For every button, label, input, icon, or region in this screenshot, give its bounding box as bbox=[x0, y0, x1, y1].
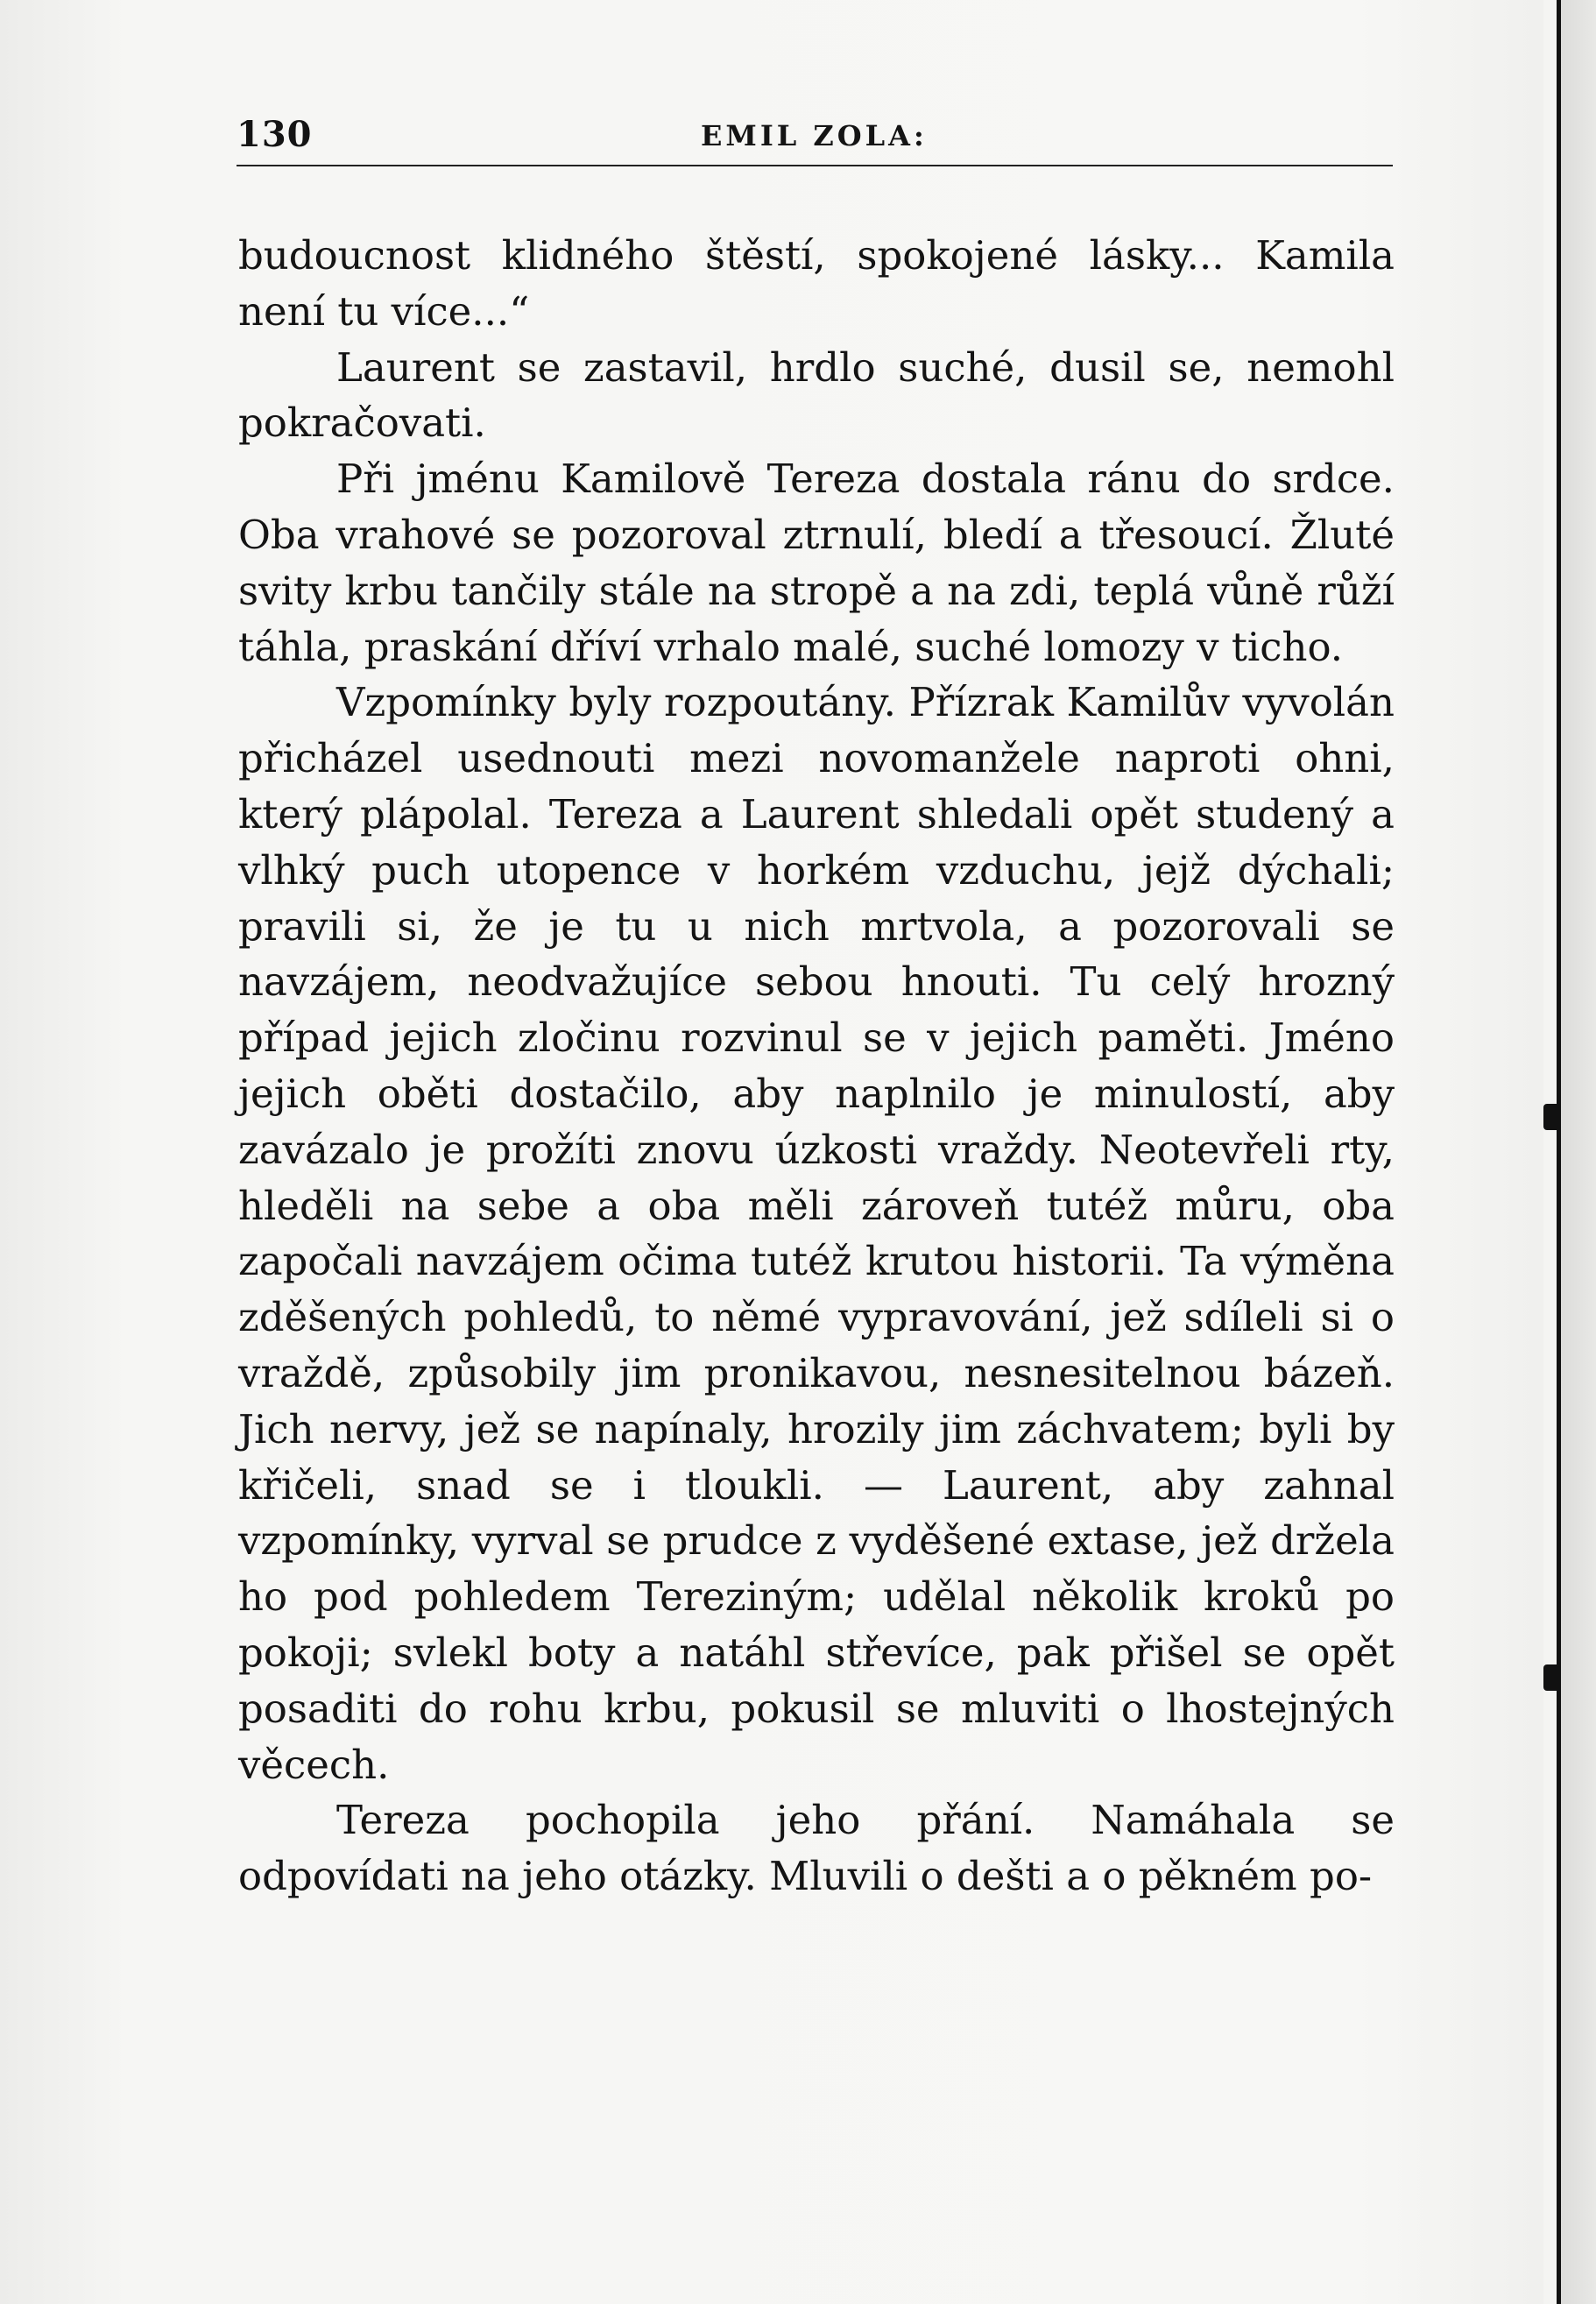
binding-notch bbox=[1543, 1664, 1561, 1691]
paragraph: Vzpomínky byly rozpoutány. Přízrak Kamilův vyvolán přicházel usednouti mezi novomanžele naproti ohni, který plápolal. Tereza a Laurent shledali opět studený a vlhký puch utopence v horkém vzduchu, jejž dýchali; pravili si, že je tu u nich mrtvola, a pozorovali se navzájem, neodvažujíce sebou hnouti. Tu celý hrozný případ jejich zločinu rozvinul se v jejich paměti. Jméno jejich oběti dostačilo, aby naplnilo je minulostí, aby zavázalo je prožíti znovu úzkosti vraždy. Neotevřeli rty, hleděli na sebe a oba měli zároveň tutéž můru, oba započali navzájem očima tutéž krutou historii. Ta výměna zděšených pohledů, to němé vypravování, jež sdíleli si o vraždě, způsobily jim pronikavou, nesnesitelnou bázeň. Jich nervy, jež se napínaly, hrozily jim záchvatem; byli by křičeli, snad se i tloukli. — Laurent, aby zahnal vzpomínky, vyrval se prudce z vyděšené extase, jež držela ho pod pohledem Tereziným; udělal několik kroků po pokoji; svlekl boty a natáhl střevíce, pak přišel se opět posaditi do rohu krbu, pokusil se mluviti o lhostejných věcech. bbox=[238, 679, 1395, 1788]
paragraph: budoucnost klidného štěstí, spokojené lásky... Kamila není tu více...“ bbox=[238, 232, 1395, 335]
header-rule bbox=[237, 165, 1393, 166]
body-text bbox=[238, 228, 1395, 1905]
binding-notch bbox=[1543, 1104, 1561, 1130]
page-header bbox=[237, 114, 1393, 166]
paragraph: Tereza pochopila jeho přání. Namáhala se odpovídati na jeho otázky. Mluvili o dešti a o pěkném po- bbox=[238, 1797, 1395, 1900]
paragraph: Při jménu Kamilově Tereza dostala ránu do srdce. Oba vrahové se pozoroval ztrnulí, bledí a třesoucí. Žluté svity krbu tančily stále na stropě a na zdi, teplá vůně růží táhla, praskání dříví vrhalo malé, suché lomozy v ticho. bbox=[238, 456, 1395, 670]
paragraph: Laurent se zastavil, hrdlo suché, dusil se, nemohl pokračovati. bbox=[238, 343, 1395, 447]
running-head: EMIL ZOLA: bbox=[701, 119, 928, 152]
binding-edge bbox=[1543, 0, 1596, 2304]
page-number: 130 bbox=[237, 114, 313, 155]
